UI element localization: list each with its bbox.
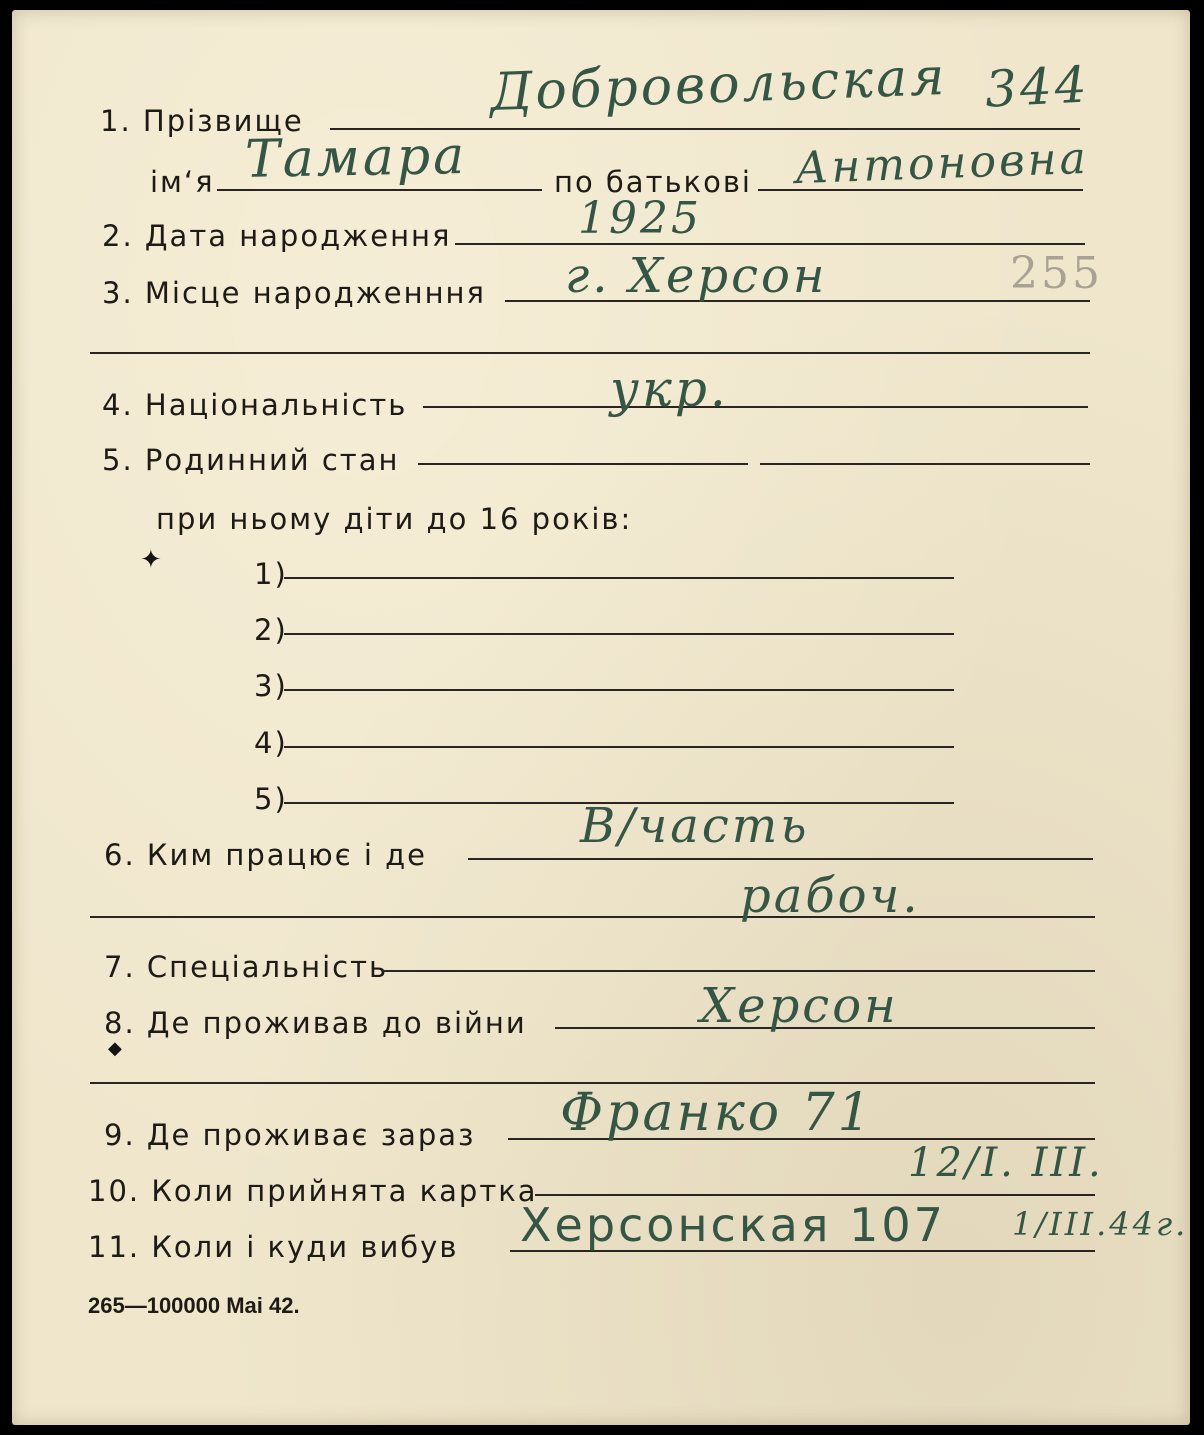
child-2-line xyxy=(284,633,954,635)
field-4-label-text: Національність xyxy=(144,388,408,422)
field-10-card-accepted-label xyxy=(88,1174,538,1208)
child-5-number: 5) xyxy=(254,782,288,816)
field-6-label-text: Ким працює і де xyxy=(146,838,428,872)
child-4-line xyxy=(284,746,954,748)
field-8-label-text: Де проживав до війни xyxy=(146,1006,527,1040)
field-6-number: 6. xyxy=(104,838,136,872)
handwritten-current-residence: Франко 71 xyxy=(560,1083,874,1143)
patronymic-label: по батькові xyxy=(554,165,752,199)
child-3-number: 3) xyxy=(254,669,288,703)
field-4-nationality-label xyxy=(102,388,407,422)
handwritten-corner-number: 344 xyxy=(983,55,1091,119)
children-label: при ньому діти до 16 років: xyxy=(156,502,633,536)
field-5-label-text: Родинний стан xyxy=(144,443,400,477)
field-10-number: 10. xyxy=(88,1174,141,1208)
field-7-label-text: Спеціальність xyxy=(146,950,389,984)
field-2-number: 2. xyxy=(102,219,134,253)
field-1-number: 1. xyxy=(100,104,132,138)
handwritten-birthplace: г. Херсон xyxy=(565,248,828,304)
field-3-number: 3. xyxy=(102,276,134,310)
field-5-family-status-label xyxy=(102,443,399,477)
field-9-label-text: Де проживає зараз xyxy=(146,1118,476,1152)
field-11-label-text: Коли і куди вибув xyxy=(151,1230,459,1264)
ink-speck: ✦ xyxy=(140,545,162,575)
first-name-label: ім‘я xyxy=(150,165,215,199)
child-3-line xyxy=(284,689,954,691)
field-9-number: 9. xyxy=(104,1118,136,1152)
field-2-line xyxy=(455,243,1085,245)
field-11-departure-label xyxy=(88,1230,458,1264)
ink-speck-2: ◆ xyxy=(108,1038,122,1059)
field-5-line-b xyxy=(760,463,1090,465)
handwritten-work-role: рабоч. xyxy=(740,868,921,924)
field-7-specialty-label xyxy=(104,950,388,984)
field-7-number: 7. xyxy=(104,950,136,984)
field-10-line xyxy=(535,1194,1095,1196)
handwritten-prewar-residence: Херсон xyxy=(700,978,899,1034)
pencil-number: 255 xyxy=(1010,248,1103,299)
handwritten-card-accepted: 12/I. III. xyxy=(908,1140,1104,1186)
field-3-label-text: Місце народженння xyxy=(144,276,486,310)
field-7-line xyxy=(383,970,1095,972)
child-4-number: 4) xyxy=(254,726,288,760)
handwritten-departure-place: Херсонская 107 xyxy=(520,1198,946,1252)
field-3-continuation-line xyxy=(90,352,1090,354)
field-10-label-text: Коли прийнята картка xyxy=(151,1174,538,1208)
field-8-number: 8. xyxy=(104,1006,136,1040)
field-6-line xyxy=(468,858,1093,860)
field-6-continuation-line xyxy=(90,916,1095,918)
field-4-number: 4. xyxy=(102,388,134,422)
child-1-number: 1) xyxy=(254,557,288,591)
handwritten-departure-date: 1/III.44г. xyxy=(1012,1205,1189,1243)
field-5-number: 5. xyxy=(102,443,134,477)
field-11-number: 11. xyxy=(88,1230,141,1264)
field-3-birthplace-label xyxy=(102,276,486,310)
field-1-label-text: Прізвище xyxy=(142,104,304,138)
handwritten-nationality: укр. xyxy=(610,360,729,418)
handwritten-patronymic: Антоновна xyxy=(794,132,1090,195)
field-2-label-text: Дата народження xyxy=(144,219,452,253)
field-6-work-label xyxy=(104,838,427,872)
child-2-number: 2) xyxy=(254,613,288,647)
child-1-line xyxy=(284,577,954,579)
field-5-line-a xyxy=(418,463,748,465)
handwritten-work-place: В/часть xyxy=(580,798,810,854)
handwritten-first-name: Тамара xyxy=(244,126,468,190)
field-8-prewar-label xyxy=(104,1006,527,1040)
field-4-line xyxy=(423,406,1088,408)
print-code: 265—100000 Mai 42. xyxy=(88,1293,300,1318)
field-2-birthdate-label xyxy=(102,219,451,253)
field-9-current-residence-label xyxy=(104,1118,475,1152)
handwritten-surname: Добровольская xyxy=(489,47,949,123)
handwritten-birth-year: 1925 xyxy=(578,193,702,244)
